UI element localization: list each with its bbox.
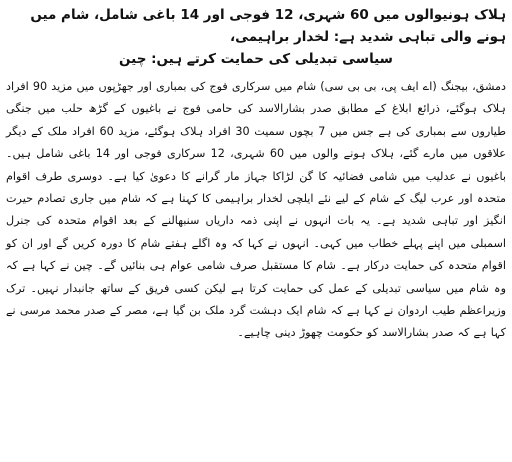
headline-line-1: ہلاک ہونیوالوں میں 60 شہری، 12 فوجی اور 14 باغی شامل، شام میں ہونے والی تباہی شدید ہے: لخدار براہیمی، <box>30 7 506 45</box>
article-body: دمشق، بیجنگ (اے ایف پی، بی بی سی) شام میں سرکاری فوج کی بمباری اور جھڑپوں میں مزید 90 افراد ہلاک ہوگئے، ذرائع ابلاغ کے مطابق صدر بشارالاسد کی حامی فوج نے باغیوں کے گڑھ حلب میں جنگی طیاروں سے بمباری کی ہے جس میں 7 بچوں سمیت 30 افراد ہلاک ہوگئے، مزید 60 افراد ملک کے دیگر علاقوں میں مارے گئے، ہلاک ہونے والوں میں 60 شہری، 12 سرکاری فوجی اور 14 باغی شامل ہیں۔ باغیوں نے عدلیب میں شامی فضائیہ کا گن لڑاکا جہاز مار گرانے کا دعویٰ کیا ہے۔ دوسری طرف اقوام متحدہ اور عرب لیگ کے شام کے لیے نئے ایلچی لخدار براہیمی کا کہنا ہے کہ شام میں جاری تصادم حیرت انگیز اور تباہی شدید ہے۔ یہ بات انہوں نے اپنی ذمہ داریاں سنبھالنے کے بعد اقوام متحدہ کی جنرل اسمبلی میں اپنے پہلے خطاب میں کہی۔ انہوں نے کہا کہ وہ اگلے ہفتے شام کا دورہ کریں گے اور ان کو اقوام متحدہ کی حمایت درکار ہے۔ شام کا مستقبل صرف شامی عوام ہی بنائیں گے۔ چین نے کہا ہے کہ وہ شام میں سیاسی تبدیلی کے عمل کی حمایت کرتا ہے لیکن کسی فریق کے ساتھ جانبدار نہیں۔ ترک وزیراعظم طیب اردوان نے کہا ہے کہ شام ایک دہشت گرد ملک بن گیا ہے، مصر کے صدر محمد مرسی نے کہا ہے کہ صدر بشارالاسد کو حکومت چھوڑ دینی چاہیے۔ <box>6 80 507 340</box>
headline <box>6 4 506 70</box>
headline-line-2: سیاسی تبدیلی کی حمایت کرتے ہیں: چین <box>119 51 393 67</box>
